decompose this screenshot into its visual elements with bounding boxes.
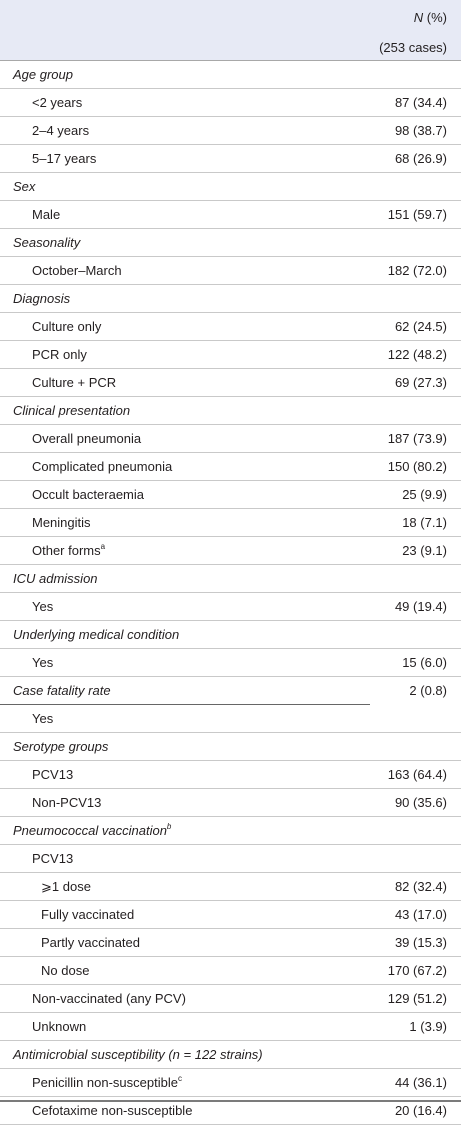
row-value: 23 (9.1) [402,543,447,558]
table-row [0,425,461,453]
row-label-text: Antimicrobial susceptibility (n = 122 strains) [13,1047,263,1062]
row-label-text: Other forms [32,543,101,558]
row-label [41,936,140,950]
row-value: 129 (51.2) [387,991,447,1006]
table-category-row [0,621,461,649]
row-label-text: Culture only [32,319,102,334]
row-label [13,1048,263,1062]
footnote-marker: a [100,541,106,551]
table-category-row [0,1041,461,1069]
row-label-text: Unknown [32,1019,87,1034]
row-label [32,376,116,390]
row-label-text: Yes [32,711,54,726]
row-label-text: PCV13 [32,851,74,866]
row-label [41,880,91,894]
row-label [32,1073,182,1090]
row-value: 69 (27.3) [394,375,447,390]
row-label [32,460,172,474]
row-label-text: Age group [13,67,73,82]
row-label [32,96,82,110]
row-label [32,796,101,810]
table-row [0,649,461,677]
row-label-text: No dose [41,963,90,978]
table-row [0,509,461,537]
row-label-text: Yes [32,599,54,614]
table-row [0,845,461,873]
row-value: 122 (48.2) [387,347,447,362]
table-row [0,929,461,957]
row-value: 151 (59.7) [387,207,447,222]
table-row [0,145,461,173]
table-row [0,1069,461,1097]
table-category-row [0,229,461,257]
row-label [32,348,87,362]
row-value: 90 (35.6) [394,795,447,810]
row-value: 182 (72.0) [387,263,447,278]
table-category-row [0,173,461,201]
row-value: 68 (26.9) [394,151,447,166]
row-label-text: Pneumococcal vaccination [13,823,167,838]
row-label-text: Non-vaccinated (any PCV) [32,991,186,1006]
row-label [32,516,91,530]
row-label-text: ⩾1 dose [41,879,91,894]
row-label-text: Non-PCV13 [32,795,102,810]
row-label-text: Clinical presentation [13,403,131,418]
row-label [41,908,134,922]
row-label [13,292,70,306]
row-label [13,821,172,838]
table-row [0,761,461,789]
row-label-text: 5–17 years [32,151,97,166]
row-value: 25 (9.9) [402,487,447,502]
row-label-text: Yes [32,655,54,670]
row-label-text: PCV13 [32,767,74,782]
row-value: 44 (36.1) [394,1075,447,1090]
table-row [0,789,461,817]
row-label [32,992,186,1006]
row-label-text: PCR only [32,347,87,362]
row-label-text: Partly vaccinated [41,935,140,950]
row-value: 163 (64.4) [387,767,447,782]
table-row [0,453,461,481]
table-row [0,117,461,145]
table-category-row [0,677,461,705]
header-cases: (253 cases) [379,40,447,55]
row-label [32,124,89,138]
row-label-text: Complicated pneumonia [32,459,173,474]
row-label [32,488,144,502]
row-label-text: Seasonality [13,235,81,250]
row-value: 62 (24.5) [394,319,447,334]
header-n-percent [414,10,447,25]
row-value: 170 (67.2) [387,963,447,978]
row-label [32,600,53,614]
row-label [41,964,89,978]
row-label [32,1104,192,1118]
table-row [0,1013,461,1041]
table-category-row [0,733,461,761]
row-label [32,1020,86,1034]
row-label [13,572,98,586]
row-value: 2 (0.8) [409,683,447,698]
row-value: 39 (15.3) [394,935,447,950]
table-row [0,593,461,621]
table-row [0,201,461,229]
table-row [0,985,461,1013]
row-value: 82 (32.4) [394,879,447,894]
row-value: 20 (16.4) [394,1103,447,1118]
table-row [0,341,461,369]
row-label-text: Occult bacteraemia [32,487,144,502]
table-category-row [0,397,461,425]
row-label [32,541,106,558]
row-label-text: October–March [32,263,122,278]
row-value: 87 (34.4) [394,95,447,110]
row-value: 15 (6.0) [402,655,447,670]
row-label-text: Penicillin non-susceptible [32,1075,178,1090]
table-row [0,89,461,117]
row-label [32,208,60,222]
table-category-row [0,285,461,313]
row-label [13,180,35,194]
row-value: 1 (3.9) [409,1019,447,1034]
row-value: 187 (73.9) [387,431,447,446]
row-label-text: Meningitis [32,515,91,530]
row-label-text: Underlying medical condition [13,627,180,642]
table-row [0,537,461,565]
row-value: 98 (38.7) [394,123,447,138]
row-label-text: <2 years [32,95,83,110]
row-value: 150 (80.2) [387,459,447,474]
row-label-text: ICU admission [13,571,98,586]
row-label-text: 2–4 years [32,123,90,138]
table-row [0,957,461,985]
footnote-marker: c [177,1073,182,1083]
row-value: 43 (17.0) [394,907,447,922]
row-label [13,236,80,250]
table-row [0,705,461,733]
table-row [0,901,461,929]
row-value: 49 (19.4) [394,599,447,614]
row-label [32,432,141,446]
table-header [0,0,461,61]
row-label-text: Culture + PCR [32,375,117,390]
table-row [0,257,461,285]
row-label-text: Fully vaccinated [41,907,135,922]
row-label [13,628,179,642]
row-label-text: Diagnosis [13,291,71,306]
table-row [0,873,461,901]
table-category-row [0,565,461,593]
row-label [32,320,101,334]
footnote-marker: b [166,821,172,831]
table-row [0,369,461,397]
row-label [32,712,53,726]
row-label [32,656,53,670]
row-value: 18 (7.1) [402,515,447,530]
row-label [32,152,96,166]
row-label-text: Cefotaxime non-susceptible [32,1103,193,1118]
row-label [13,404,130,418]
row-label-text: Serotype groups [13,739,109,754]
table-row [0,481,461,509]
row-label [13,68,73,82]
row-label-text: Overall pneumonia [32,431,142,446]
row-label [13,684,111,698]
row-label [32,264,122,278]
header-percent: (%) [426,10,447,25]
table-category-row [0,817,461,845]
row-label [32,768,73,782]
row-label [32,852,73,866]
row-label [13,740,108,754]
table-category-row [0,61,461,89]
table-row [0,313,461,341]
row-label-text: Male [32,207,61,222]
row-label-text: Sex [13,179,36,194]
header-n-symbol: N [413,10,424,25]
row-label-text: Case fatality rate [13,683,111,698]
